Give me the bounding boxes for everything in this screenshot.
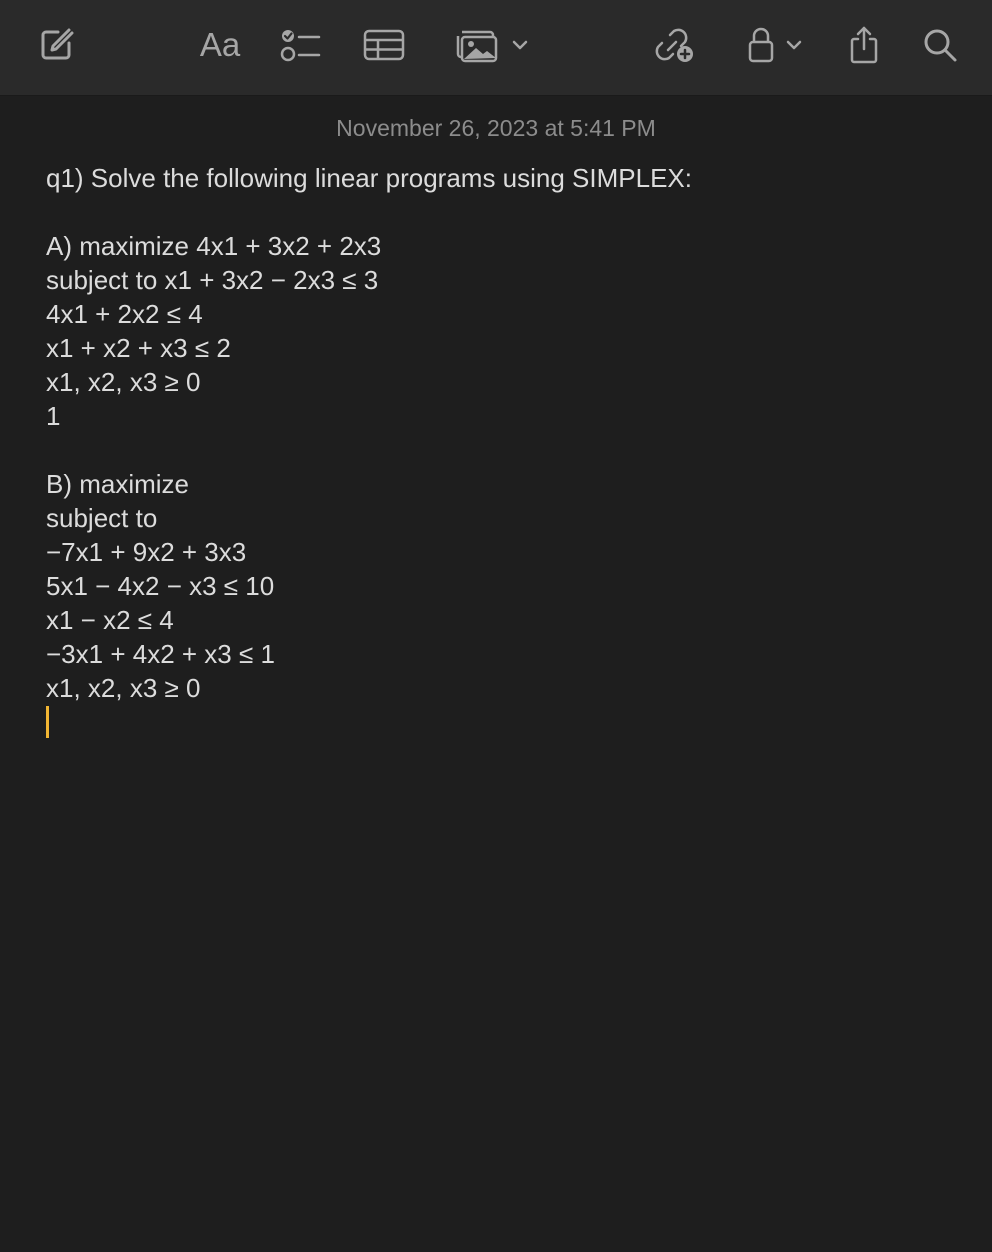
- media-button[interactable]: [452, 22, 532, 68]
- compose-icon: [38, 27, 74, 63]
- table-button[interactable]: [362, 22, 406, 68]
- note-line: x1 + x2 + x3 ≤ 2: [46, 333, 231, 363]
- note-line: subject to x1 + 3x2 − 2x3 ≤ 3: [46, 265, 379, 295]
- toolbar: [0, 0, 992, 96]
- share-button[interactable]: [844, 22, 884, 68]
- checklist-button[interactable]: [278, 22, 322, 68]
- note-line: A) maximize 4x1 + 3x2 + 2x3: [46, 231, 382, 261]
- chevron-down-icon: [510, 38, 530, 52]
- chevron-down-icon: [784, 38, 804, 52]
- note-line: −7x1 + 9x2 + 3x3: [46, 537, 247, 567]
- lock-button[interactable]: [742, 22, 808, 68]
- note-line: 4x1 + 2x2 ≤ 4: [46, 299, 203, 329]
- note-line: −3x1 + 4x2 + x3 ≤ 1: [46, 639, 275, 669]
- note-line: [46, 195, 946, 229]
- format-button[interactable]: [194, 22, 246, 68]
- note-line: q1) Solve the following linear programs using SIMPLEX:: [46, 163, 692, 193]
- note-line: x1, x2, x3 ≥ 0: [46, 673, 201, 703]
- share-icon: [847, 25, 881, 65]
- note-line: B) maximize: [46, 469, 190, 499]
- note-line: subject to: [46, 503, 158, 533]
- note-body[interactable]: [46, 161, 946, 738]
- collaborate-icon: [654, 25, 698, 65]
- text-cursor: [46, 706, 49, 738]
- note-line: 5x1 − 4x2 − x3 ≤ 10: [46, 571, 275, 601]
- collaborate-button[interactable]: [652, 22, 700, 68]
- note-line: x1 − x2 ≤ 4: [46, 605, 174, 635]
- photo-icon: [454, 26, 500, 64]
- compose-button[interactable]: [34, 22, 78, 68]
- search-button[interactable]: [918, 22, 962, 68]
- note-content[interactable]: [0, 97, 992, 1252]
- search-icon: [921, 26, 959, 64]
- checklist-icon: [279, 27, 321, 63]
- note-line: x1, x2, x3 ≥ 0: [46, 367, 201, 397]
- note-line: [46, 433, 946, 467]
- text-format-icon: Aa: [199, 26, 241, 63]
- lock-icon: [746, 26, 776, 64]
- table-icon: [363, 28, 405, 62]
- note-date: November 26, 2023 at 5:41 PM: [336, 115, 656, 141]
- note-line: 1: [46, 401, 61, 431]
